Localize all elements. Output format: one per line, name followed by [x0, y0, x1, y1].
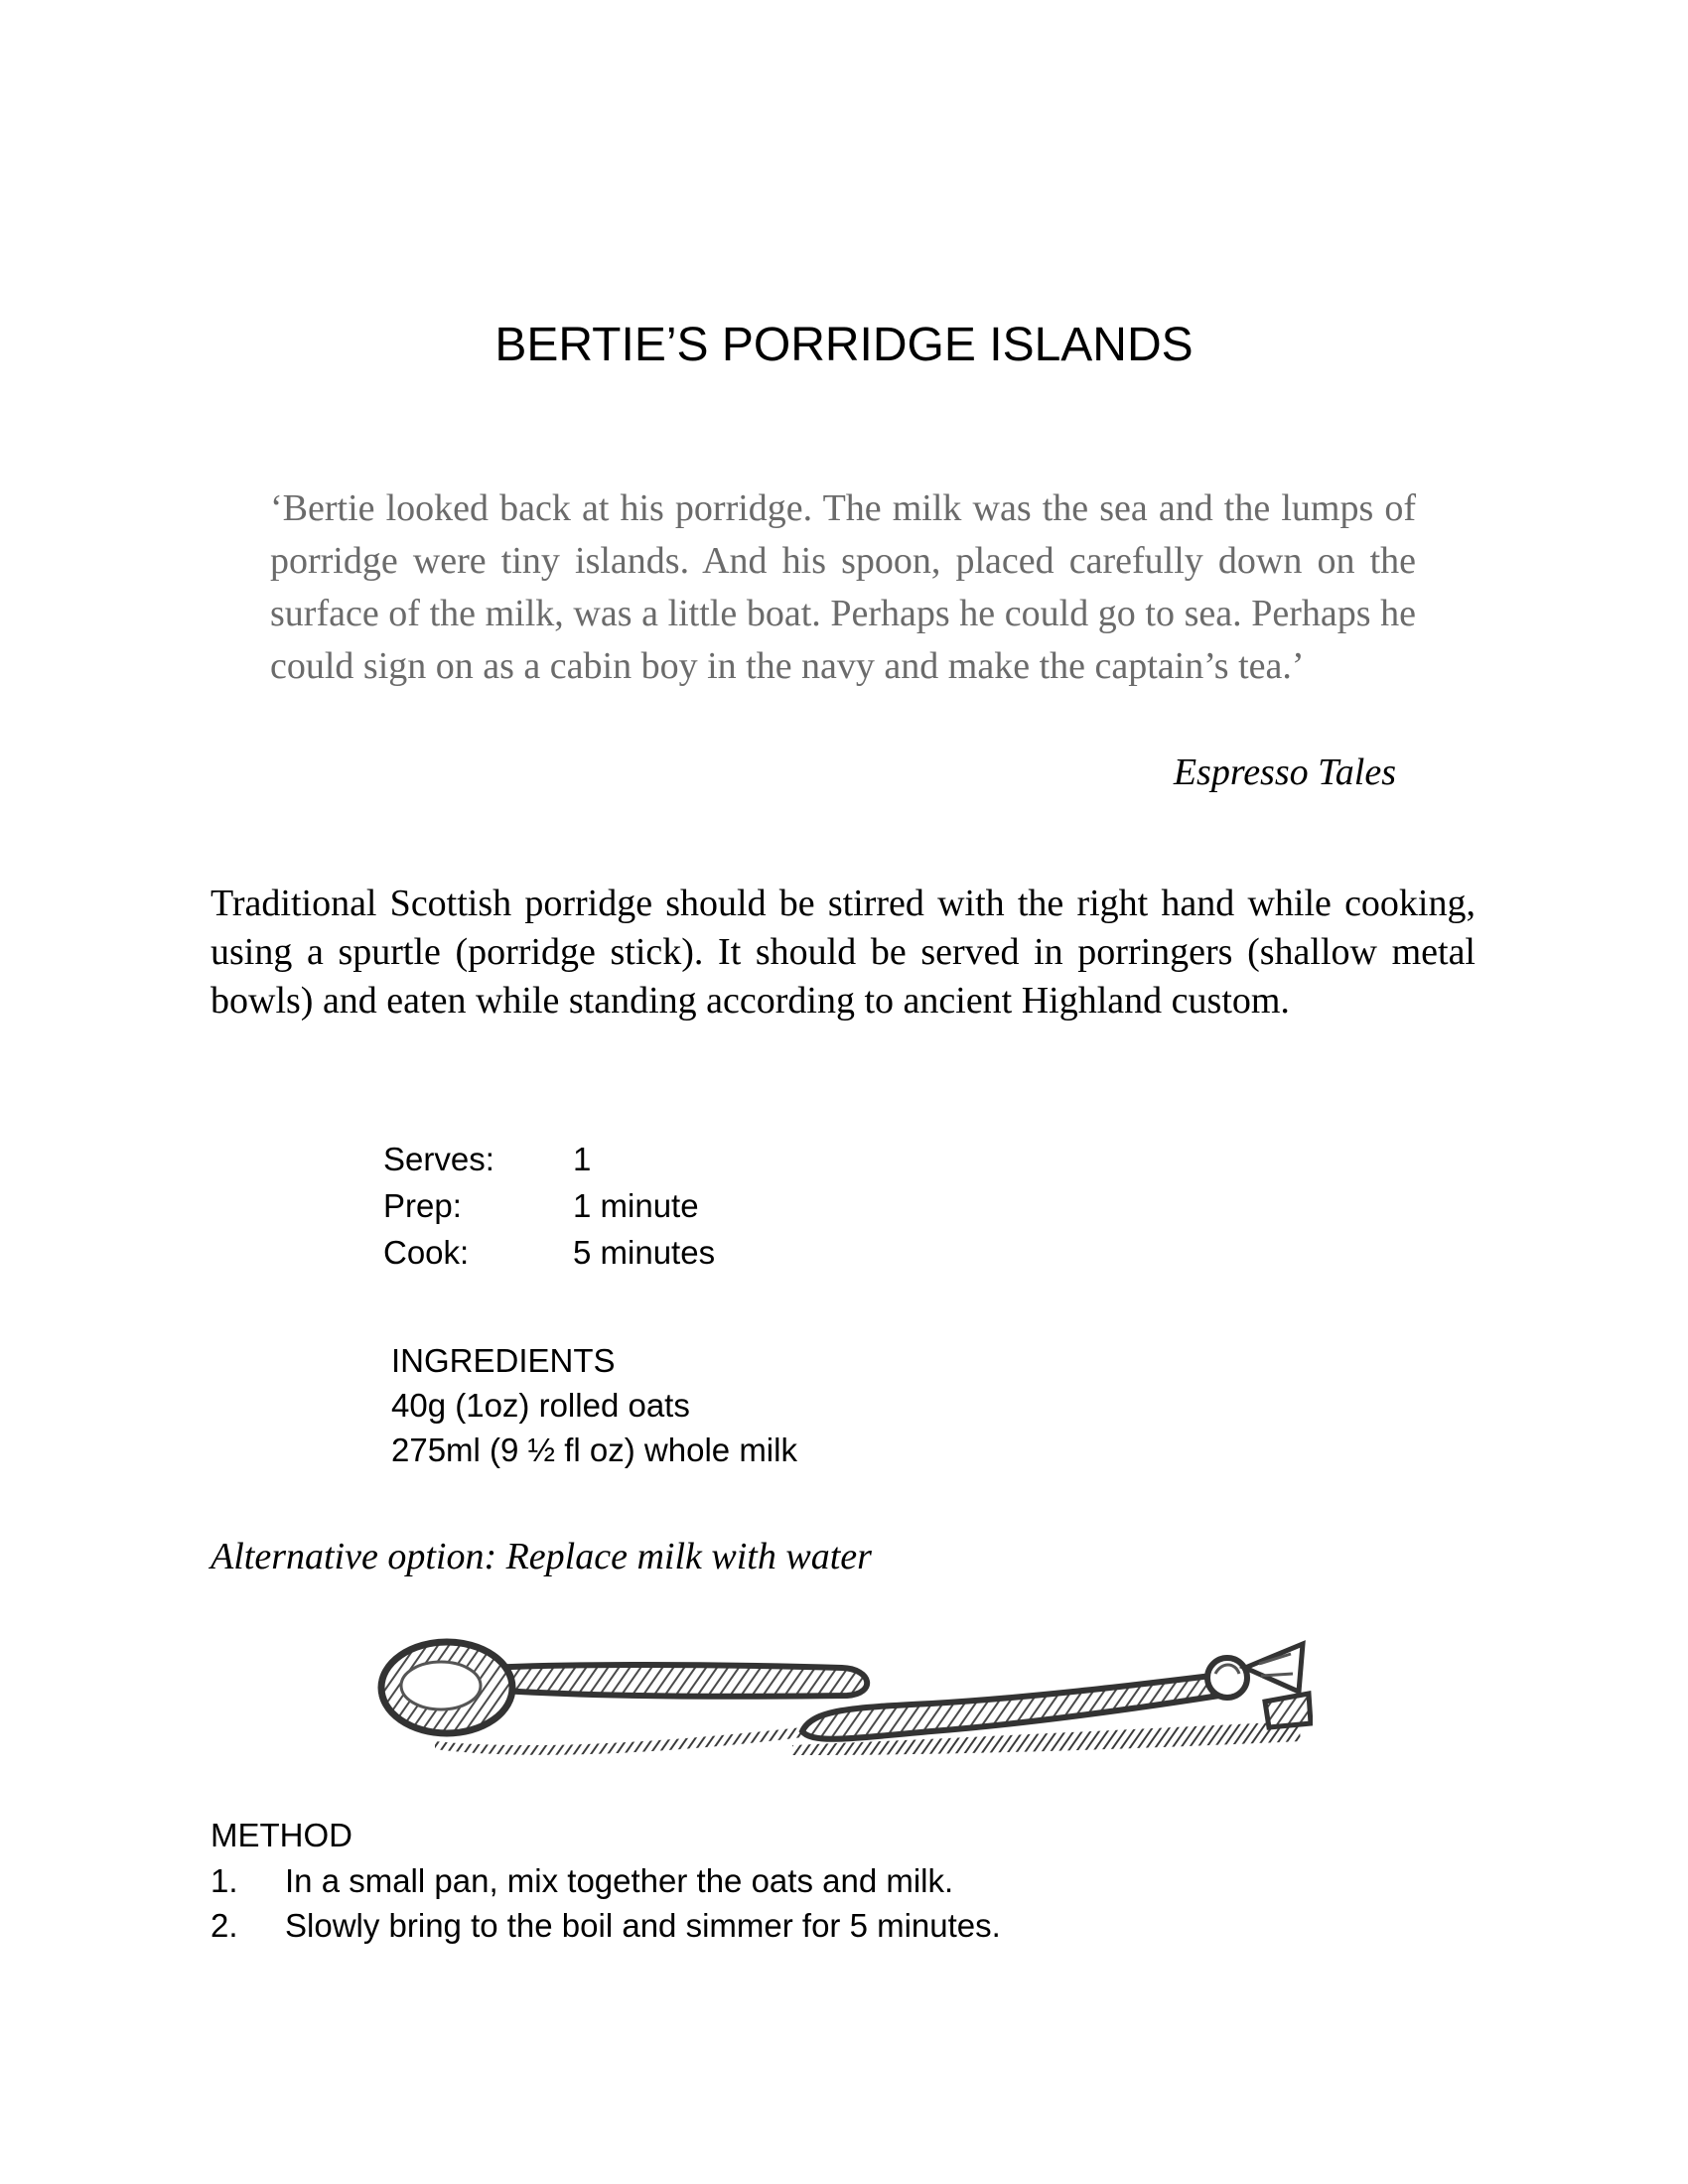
step-number: 2. [211, 1907, 238, 1944]
info-row-serves [383, 1136, 715, 1182]
book-quote: ‘Bertie looked back at his porridge. The milk was the sea and the lumps of porridge were tiny islands. And his spoon, placed carefully down on the surface of the milk, was a little boat. Perhaps he could go to sea. Perhaps he could sign on as a cabin boy in the navy and make the captain’s tea.’ [270, 487, 1416, 687]
ingredients-section [391, 1338, 797, 1472]
info-value: 5 minutes [573, 1234, 716, 1271]
step-text: In a small pan, mix together the oats and milk. [285, 1862, 954, 1899]
recipe-info [383, 1136, 715, 1276]
info-row-cook [383, 1229, 715, 1276]
method-section [211, 1813, 1001, 1948]
method-step [211, 1903, 1001, 1948]
ingredients-heading: INGREDIENTS [391, 1342, 616, 1379]
alternative-option: Alternative option: Replace milk with water [211, 1536, 872, 1577]
method-step [211, 1858, 1001, 1903]
step-text: Slowly bring to the boil and simmer for 5 minutes. [285, 1907, 1001, 1944]
info-label: Serves: [383, 1141, 494, 1177]
info-label: Prep: [383, 1187, 462, 1224]
spoon-and-spurtle-illustration [375, 1624, 1313, 1763]
info-value: 1 [573, 1141, 592, 1177]
step-number: 1. [211, 1862, 238, 1899]
ingredient-item: 275ml (9 ½ fl oz) whole milk [391, 1432, 797, 1468]
ingredient-item: 40g (1oz) rolled oats [391, 1387, 690, 1424]
info-value: 1 minute [573, 1187, 699, 1224]
info-row-prep [383, 1182, 715, 1229]
spoon-icon [381, 1642, 867, 1755]
recipe-title: BERTIE’S PORRIDGE ISLANDS [494, 319, 1194, 371]
method-heading: METHOD [211, 1817, 352, 1853]
info-label: Cook: [383, 1234, 470, 1271]
intro-paragraph: Traditional Scottish porridge should be stirred with the right hand while cooking, using a spurtle (porridge stick). It should be served in porringers (shallow metal bowls) and eaten while standing according to ancient Highland custom. [211, 883, 1476, 1022]
quote-source: Espresso Tales [1173, 751, 1396, 793]
spurtle-icon [792, 1644, 1311, 1755]
